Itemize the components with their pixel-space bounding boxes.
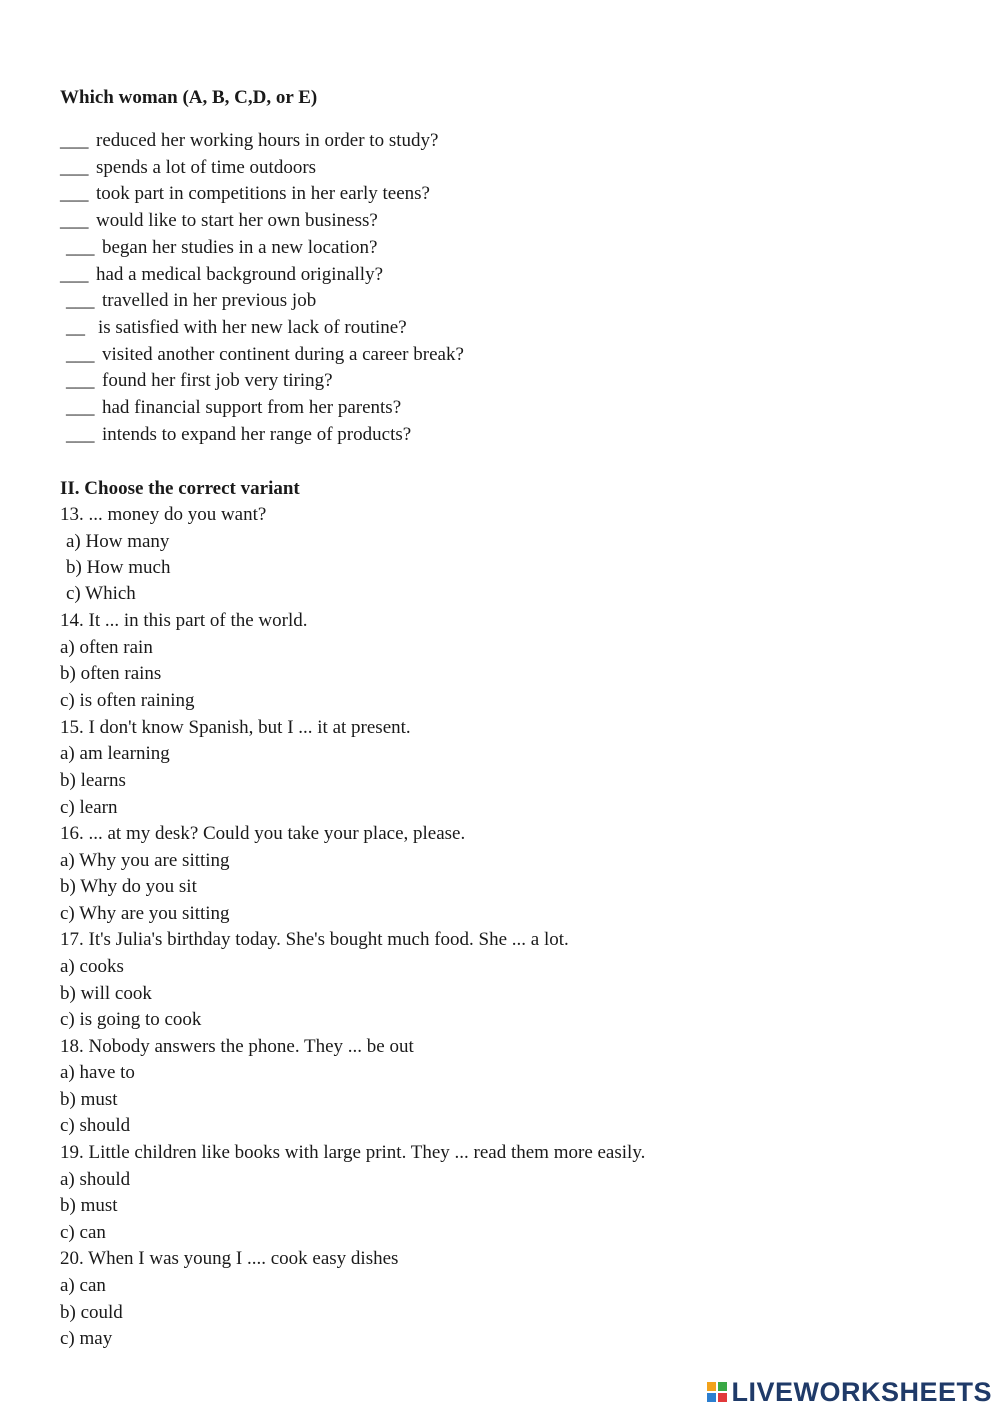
- matching-item: [60, 129, 438, 153]
- option-13c[interactable]: c) Which: [66, 583, 136, 604]
- option-18a[interactable]: a) have to: [60, 1062, 135, 1083]
- option-15b[interactable]: b) learns: [60, 770, 126, 791]
- question-14: 14. It ... in this part of the world.: [60, 610, 308, 631]
- answer-blank[interactable]: ___: [66, 424, 95, 445]
- answer-blank[interactable]: ___: [66, 290, 95, 311]
- option-17a[interactable]: a) cooks: [60, 956, 124, 977]
- option-20b[interactable]: b) could: [60, 1302, 123, 1323]
- option-15c[interactable]: c) learn: [60, 797, 118, 818]
- matching-item-text: visited another continent during a career break?: [102, 344, 464, 365]
- part1-heading: Which woman (A, B, C,D, or E): [60, 87, 318, 108]
- logo-text: LIVEWORKSHEETS: [731, 1376, 992, 1407]
- matching-item: [66, 343, 464, 367]
- answer-blank[interactable]: ___: [66, 344, 95, 365]
- matching-item: [60, 182, 430, 206]
- matching-item-text: would like to start her own business?: [96, 210, 378, 231]
- matching-item: [60, 263, 383, 287]
- matching-item-text: spends a lot of time outdoors: [96, 157, 317, 178]
- question-13: 13. ... money do you want?: [60, 504, 267, 525]
- option-18c[interactable]: c) should: [60, 1115, 131, 1136]
- question-16: 16. ... at my desk? Could you take your place, please.: [60, 823, 466, 844]
- matching-item: [66, 423, 411, 447]
- matching-item: [60, 209, 378, 233]
- option-14c[interactable]: c) is often raining: [60, 690, 195, 711]
- option-16c[interactable]: c) Why are you sitting: [60, 903, 230, 924]
- matching-item: [60, 156, 316, 180]
- answer-blank[interactable]: ___: [60, 183, 89, 204]
- logo-square-icon: [707, 1393, 716, 1402]
- option-16a[interactable]: a) Why you are sitting: [60, 850, 230, 871]
- logo-square-icon: [718, 1393, 727, 1402]
- option-20c[interactable]: c) may: [60, 1328, 113, 1349]
- option-15a[interactable]: a) am learning: [60, 743, 170, 764]
- option-13a[interactable]: a) How many: [66, 531, 170, 552]
- logo-square-icon: [718, 1382, 727, 1391]
- matching-item: [66, 236, 377, 260]
- matching-item-text: had a medical background originally?: [96, 264, 384, 285]
- logo-square-icon: [707, 1382, 716, 1391]
- matching-item-text: began her studies in a new location?: [102, 237, 378, 258]
- option-19b[interactable]: b) must: [60, 1195, 118, 1216]
- question-15: 15. I don't know Spanish, but I ... it at present.: [60, 717, 411, 738]
- option-19a[interactable]: a) should: [60, 1169, 131, 1190]
- answer-blank[interactable]: ___: [60, 130, 89, 151]
- liveworksheets-logo: [707, 1377, 992, 1407]
- logo-mark-icon: [707, 1382, 727, 1402]
- answer-blank[interactable]: ___: [60, 157, 89, 178]
- option-19c[interactable]: c) can: [60, 1222, 106, 1243]
- question-19: 19. Little children like books with large print. They ... read them more easily.: [60, 1142, 646, 1163]
- matching-item: [66, 316, 407, 340]
- answer-blank[interactable]: ___: [66, 397, 95, 418]
- option-14a[interactable]: a) often rain: [60, 637, 153, 658]
- question-18: 18. Nobody answers the phone. They ... be out: [60, 1036, 414, 1057]
- matching-item-text: had financial support from her parents?: [102, 397, 402, 418]
- option-17b[interactable]: b) will cook: [60, 983, 152, 1004]
- option-14b[interactable]: b) often rains: [60, 663, 162, 684]
- option-17c[interactable]: c) is going to cook: [60, 1009, 202, 1030]
- answer-blank[interactable]: ___: [66, 370, 95, 391]
- option-20a[interactable]: a) can: [60, 1275, 106, 1296]
- question-20: 20. When I was young I .... cook easy dishes: [60, 1248, 399, 1269]
- matching-item-text: found her first job very tiring?: [102, 370, 333, 391]
- answer-blank[interactable]: __: [66, 317, 85, 338]
- part2-heading: II. Choose the correct variant: [60, 478, 300, 499]
- matching-item: [66, 369, 333, 393]
- option-18b[interactable]: b) must: [60, 1089, 118, 1110]
- matching-item-text: intends to expand her range of products?: [102, 424, 412, 445]
- matching-item: [66, 396, 401, 420]
- answer-blank[interactable]: ___: [60, 210, 89, 231]
- matching-item-text: is satisfied with her new lack of routine?: [98, 317, 407, 338]
- option-16b[interactable]: b) Why do you sit: [60, 876, 197, 897]
- option-13b[interactable]: b) How much: [66, 557, 171, 578]
- matching-item-text: reduced her working hours in order to study?: [96, 130, 439, 151]
- matching-item-text: took part in competitions in her early teens?: [96, 183, 430, 204]
- matching-item-text: travelled in her previous job: [102, 290, 317, 311]
- matching-item: [66, 289, 316, 313]
- answer-blank[interactable]: ___: [66, 237, 95, 258]
- answer-blank[interactable]: ___: [60, 264, 89, 285]
- question-17: 17. It's Julia's birthday today. She's bought much food. She ... a lot.: [60, 929, 569, 950]
